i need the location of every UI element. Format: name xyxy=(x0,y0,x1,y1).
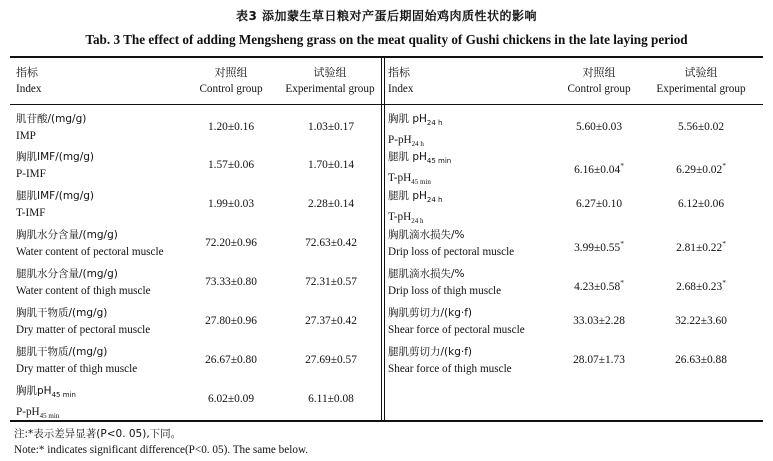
header-control-right xyxy=(549,64,649,98)
table-cell-control: 1.99±0.03 xyxy=(207,198,255,210)
table-cell-control: 72.20±0.96 xyxy=(205,237,257,249)
header-index-en: Index xyxy=(16,83,42,95)
table-cell-control: 6.16±0.04* xyxy=(574,161,624,176)
table-title-en: Tab. 3 The effect of adding Mengsheng grass on the meat quality of Gushi chickens in the late laying period xyxy=(85,32,688,47)
table-row-label: 腿肌剪切力/(kg·f) Shear force of thigh muscle xyxy=(388,346,512,375)
table-row-label: 腿肌干物质/(mg/g) Dry matter of thigh muscle xyxy=(16,346,138,375)
column-divider-right xyxy=(384,58,385,420)
table-cell-exp: 2.81±0.22* xyxy=(676,239,726,254)
table-cell-exp: 5.56±0.02 xyxy=(677,121,725,133)
table-cell-control: 1.20±0.16 xyxy=(207,121,255,133)
table-row-label: 腿肌 $pH_{24 h}$ $T-pH_{24 h}$ xyxy=(388,190,443,226)
table-cell-control: 4.23±0.58* xyxy=(574,278,624,293)
header-index-cn: 指标 xyxy=(388,66,410,79)
table-cell-control: 27.80±0.96 xyxy=(205,315,257,327)
header-index-left xyxy=(16,64,176,98)
table-cell-exp: 1.70±0.14 xyxy=(307,159,355,171)
table-cell-control: 28.07±1.73 xyxy=(573,354,625,366)
significance-mark: * xyxy=(620,278,624,287)
table-row-label: 腿肌 $pH_{45 min}$ $T-pH_{45 min}$ xyxy=(388,151,452,187)
header-exp-right xyxy=(648,64,754,98)
header-index-cn: 指标 xyxy=(16,66,38,79)
table-row-label: 胸肌滴水损失/% Drip loss of pectoral muscle xyxy=(388,229,515,258)
table-row-label: 胸肌$pH_{45 min}$ $P-pH_{45 min}$ xyxy=(16,385,76,421)
table-cell-control: 73.33±0.80 xyxy=(205,276,257,288)
table-cell-control: 33.03±2.28 xyxy=(573,315,625,327)
header-exp-en: Experimental group xyxy=(285,83,375,95)
header-exp-left xyxy=(280,64,380,98)
header-control-en: Control group xyxy=(199,83,263,95)
table-cell-exp: 26.63±0.88 xyxy=(675,354,727,366)
header-control-en: Control group xyxy=(567,83,631,95)
table-cell-exp: 72.63±0.42 xyxy=(305,237,357,249)
table-cell-control: 3.99±0.55* xyxy=(574,239,624,254)
header-rule xyxy=(10,104,763,105)
table-row-label: 腿肌滴水损失/% Drip loss of thigh muscle xyxy=(388,268,502,297)
table-cell-control: 6.02±0.09 xyxy=(207,393,255,405)
header-control-cn: 对照组 xyxy=(582,66,616,79)
top-rule xyxy=(10,56,763,58)
table-cell-exp: 27.37±0.42 xyxy=(305,315,357,327)
table-cell-exp: 72.31±0.57 xyxy=(305,276,357,288)
table-cell-exp: 32.22±3.60 xyxy=(675,315,727,327)
table-note-en: Note:* indicates significant difference(P<0. 05). The same below. xyxy=(14,444,309,456)
table-row-label: 胸肌剪切力/(kg·f) Shear force of pectoral muscle xyxy=(388,307,525,336)
table-title-cn: 表3 添加蒙生草日粮对产蛋后期固始鸡肉质性状的影响 xyxy=(235,9,538,23)
table-cell-exp: 6.11±0.08 xyxy=(308,393,354,405)
header-exp-cn: 试验组 xyxy=(313,66,347,79)
header-exp-en: Experimental group xyxy=(656,83,746,95)
column-divider-left xyxy=(381,58,382,420)
table-cell-control: 26.67±0.80 xyxy=(205,354,257,366)
significance-mark: * xyxy=(722,239,726,248)
header-control-cn: 对照组 xyxy=(214,66,248,79)
table-row-label: 胸肌 $pH_{24 h}$ $P-pH_{24 h}$ xyxy=(388,113,443,149)
table-cell-exp: 6.29±0.02* xyxy=(676,161,726,176)
table-row-label: 胸肌IMF/(mg/g) P-IMF xyxy=(16,151,95,180)
table-cell-exp: 27.69±0.57 xyxy=(305,354,357,366)
significance-mark: * xyxy=(722,278,726,287)
table-row-label: 腿肌IMF/(mg/g) T-IMF xyxy=(16,190,95,219)
table-cell-exp: 6.12±0.06 xyxy=(677,198,725,210)
table-cell-control: 1.57±0.06 xyxy=(207,159,255,171)
header-exp-cn: 试验组 xyxy=(684,66,718,79)
header-control-left xyxy=(186,64,276,98)
table-cell-exp: 2.68±0.23* xyxy=(676,278,726,293)
header-index-en: Index xyxy=(388,83,414,95)
significance-mark: * xyxy=(722,161,726,170)
table-cell-exp: 2.28±0.14 xyxy=(307,198,355,210)
significance-mark: * xyxy=(620,239,624,248)
table-cell-control: 6.27±0.10 xyxy=(575,198,623,210)
significance-mark: * xyxy=(620,161,624,170)
table-row-label: 胸肌干物质/(mg/g) Dry matter of pectoral muscle xyxy=(16,307,151,336)
table-row-label: 腿肌水分含量/(mg/g) Water content of thigh muscle xyxy=(16,268,151,297)
header-index-right xyxy=(388,64,548,98)
table-cell-exp: 1.03±0.17 xyxy=(307,121,355,133)
table-row-label: 肌苷酸/(mg/g) IMP xyxy=(16,113,87,142)
table-row-label: 胸肌水分含量/(mg/g) Water content of pectoral muscle xyxy=(16,229,164,258)
table-cell-control: 5.60±0.03 xyxy=(575,121,623,133)
table-note-cn: 注:*表示差异显著(P<0. 05),下同。 xyxy=(14,428,182,440)
